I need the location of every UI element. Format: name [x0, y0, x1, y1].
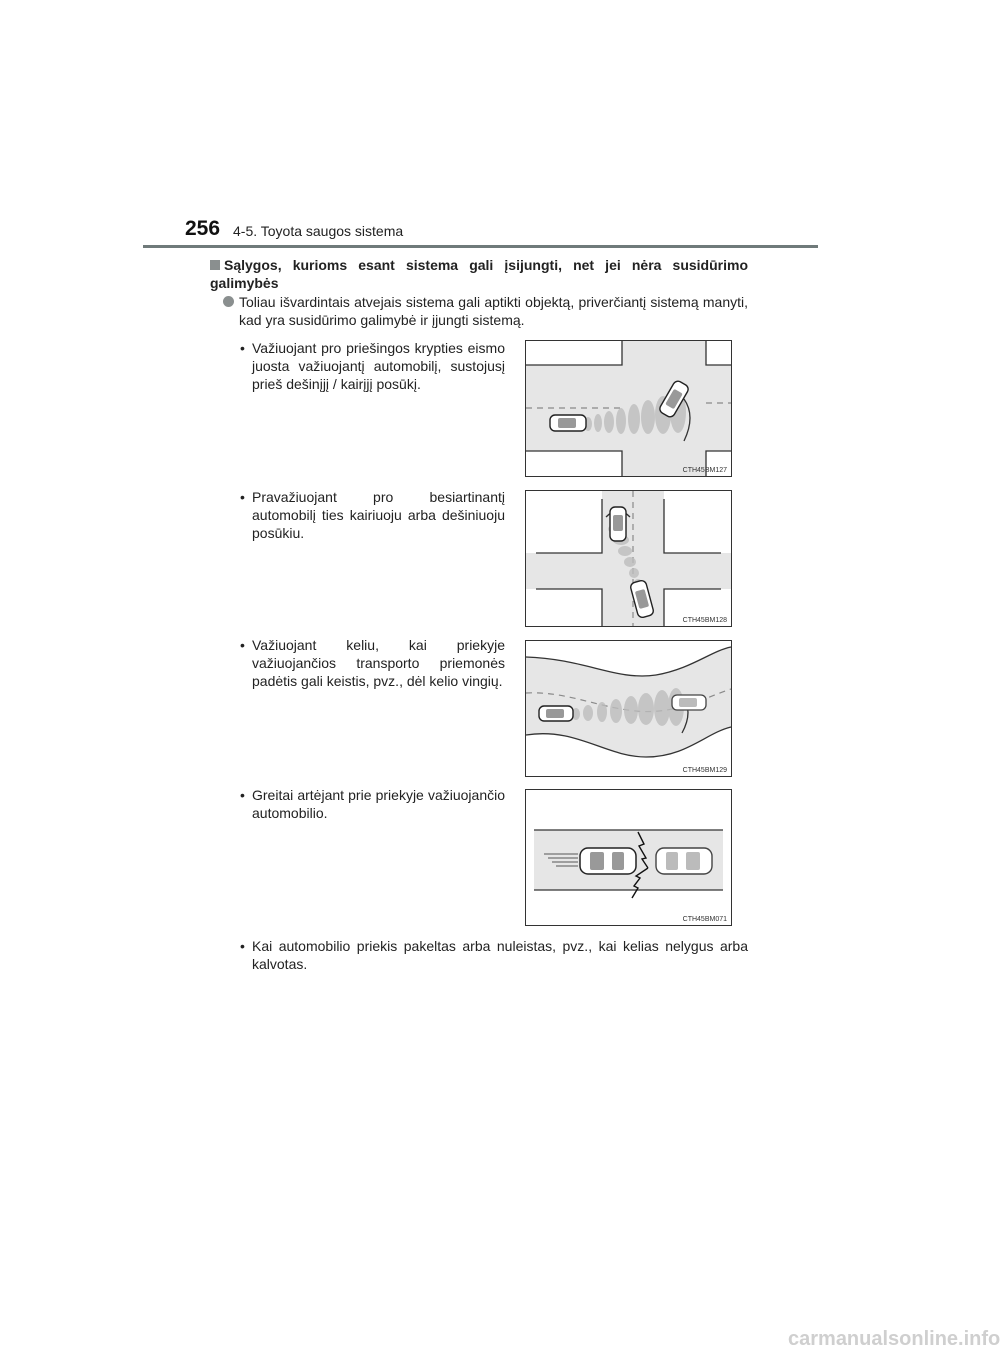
curved-road-illustration	[526, 641, 731, 776]
square-bullet-icon	[210, 260, 220, 270]
page-number: 256	[185, 217, 221, 240]
figure-curved-road-vehicle	[525, 640, 732, 777]
intersection-illustration	[526, 341, 731, 476]
straight-road-illustration	[526, 790, 731, 925]
figure-approaching-vehicle-ahead	[525, 789, 732, 926]
intro-text: Toliau išvardintais atvejais sistema gali aptikti objektą, priverčiantį sistemą manyti, kad yra susidūrimo galimybė ir įjungti sistemą.	[239, 294, 748, 328]
intro-paragraph	[223, 293, 748, 329]
figure-code: CTH45BM071	[682, 916, 727, 923]
bullet-mark: •	[240, 489, 245, 505]
figure-turning-past-approaching-vehicle	[525, 490, 732, 627]
figure-oncoming-stopped-vehicle	[525, 340, 732, 477]
list-item-text: Greitai artėjant prie priekyje važiuojančio automobilio.	[252, 787, 505, 821]
list-item-text: Kai automobilio priekis pakeltas arba nuleistas, pvz., kai kelias nelygus arba kalvotas.	[252, 938, 748, 972]
figure-code: CTH45BM128	[682, 617, 727, 624]
list-item-text: Pravažiuojant pro besiartinantį automobilį ties kairiuoju arba dešiniuoju posūkiu.	[252, 489, 505, 541]
list-item-text: Važiuojant keliu, kai priekyje važiuojančios transporto priemonės padėtis gali keistis, pvz., dėl kelio vingių.	[252, 637, 505, 689]
section-heading	[210, 256, 748, 292]
list-item-text: Važiuojant pro priešingos krypties eismo juosta važiuojantį automobilį, sustojusį prieš dešinįjį / kairįjį posūkį.	[252, 340, 505, 392]
figure-code: CTH45BM127	[682, 467, 727, 474]
figure-code: CTH45BM129	[682, 767, 727, 774]
bullet-mark: •	[240, 787, 245, 803]
list-item	[240, 339, 505, 393]
site-watermark: carmanualsonline.info	[788, 1328, 1000, 1350]
intersection-illustration	[526, 491, 731, 626]
section-title: 4-5. Toyota saugos sistema	[233, 223, 404, 239]
header-rule	[143, 245, 818, 248]
list-item	[240, 636, 505, 690]
circle-bullet-icon	[223, 296, 234, 307]
bullet-mark: •	[240, 340, 245, 356]
section-heading-text: Sąlygos, kurioms esant sistema gali įsijungti, net jei nėra susidūrimo galimybės	[210, 257, 748, 291]
list-item	[240, 937, 748, 973]
list-item	[240, 786, 505, 822]
bullet-mark: •	[240, 637, 245, 653]
list-item	[240, 488, 505, 542]
bullet-mark: •	[240, 938, 245, 954]
